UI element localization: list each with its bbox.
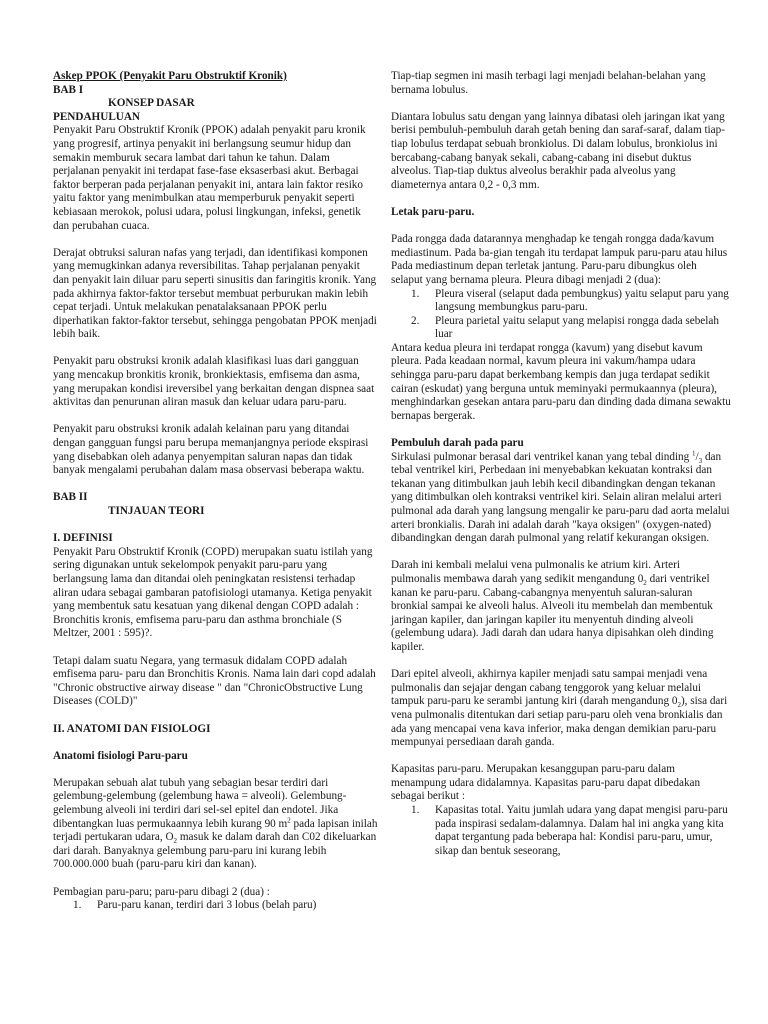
list-item [391, 288, 731, 315]
paragraph: Penyakit paru obstruksi kronik adalah kelainan paru yang ditandai dengan gangguan fungsi paru berupa memanjangnya periode ekspirasi yang disebabkan oleh adanya penyempitan saluran napas dan tidak banyak mengalami perubahan dalam masa observasi beberapa waktu. [53, 423, 369, 477]
superscript: 2 [287, 815, 291, 824]
list-number: 1. [73, 899, 82, 912]
paragraph: Penyakit Paru Obstruktif Kronik (COPD) merupakan suatu istilah yang sering digunakan untuk sekelompok penyakit paru-paru yang berlangsung lama dan ditandai oleh peningkatan resistensi terhadap aliran udara sebagai gambaran patofisiologi utamanya. Ketiga penyakit yang membentuk satu kesatuan yang dikenal dengan COPD adalah : Bronchitis kronis, emfisema paru-paru dan asthma bronchiale (S Meltzer, 2001 : 595)?. [53, 545, 373, 640]
paragraph: Derajat obtruksi saluran nafas yang terjadi, dan identifikasi komponen yang memugkinkan adanya reversibilitas. Tahap perjalanan penyakit dan penyakit lain diluar paru seperti sinusitis dan faringitis kronik. Yang pada akhirnya faktor-faktor tersebut membuat perburukan makin lebih cepat terjadi. Untuk melakukan penatalaksanaan PPOK perlu diperhatikan faktor-faktor tersebut, sehingga pengobatan PPOK menjadi lebih baik. [53, 246, 377, 341]
text-run: dan tebal ventrikel kiri, Perbedaan ini menyebabkan kekuatan kontraksi dan tekanan yang ditimbulkan jauh lebih kecil dibandingkan dengan tekanan yang ditimbulkan oleh kontraksi ventrikel kiri. Selain aliran melalui arteri pulmonal ada darah yang langsung mengalir ke paru-paru dad aorta melalui arteri bronkialis. Darah ini adalah darah "kaya oksigen" (oxygen-nated) dibandingkan dengan darah pulmonal yang relatif kekurangan oksigen. [391, 450, 730, 545]
right-column [391, 70, 731, 858]
left-column [53, 70, 378, 913]
subsection-heading: Letak paru-paru. [391, 205, 475, 218]
subscript: 2 [173, 837, 178, 846]
paragraph [391, 559, 731, 654]
chapter-heading: BAB I [53, 83, 84, 96]
chapter-title: KONSEP DASAR [108, 97, 195, 110]
paragraph: Penyakit paru obstruksi kronik adalah klasifikasi luas dari gangguan yang mencakup bronkitis kronik, bronkiektasis, emfisema dan asma, yang merupakan kondisi ireversibel yang berkaitan dengan dispnea saat aktivitas dan penurunan aliran masuk dan keluar udara paru-paru. [53, 355, 375, 409]
list-item [391, 804, 731, 858]
section-heading: II. ANATOMI DAN FISIOLOGI [53, 722, 211, 735]
paragraph: Sirkulasi pulmonar berasal dari ventrikel kanan yang tebal dinding $^1/_3$ dan tebal ventrikel kiri, Perbedaan ini menyebabkan kekuatan kontraksi dan tekanan yang ditimbulkan jauh lebih kecil dibandingkan dengan tekanan yang ditimbulkan oleh kontraksi ventrikel kiri. Selain aliran melalui arteri pulmonal ada darah yang langsung mengalir ke paru-paru dad aorta melalui arteri bronkialis. Darah ini adalah darah "kaya oksigen" (oxygen-nated) dibandingkan dengan darah pulmonal yang relatif kekurangan oksigen. [391, 448, 730, 545]
text-run: masuk ke dalam darah dan C02 dikeluarkan dari darah. Banyaknya gelembung paru-paru ini kurang lebih 700.000.000 buah (paru-paru kiri dan kanan). [53, 831, 377, 871]
section-heading: I. DEFINISI [53, 532, 113, 545]
subscript: 2 [643, 579, 647, 588]
paragraph: Pada rongga dada datarannya menghadap ke tengah rongga dada/kavum mediastinum. Pada ba-gian tengah itu terdapat lampuk paru-paru atau hilus Pada mediastinum depan terletak jantung. Paru-paru dibungkus oleh selaput yang bernama pleura. Pleura dibagi menjadi 2 (dua): [391, 233, 728, 286]
subsection-heading: Pembuluh darah pada paru [391, 437, 524, 450]
fraction-numerator: 1 [692, 448, 696, 457]
numbered-list [53, 899, 378, 913]
list-text: Pleura parietal yaitu selaput yang melapisi rongga dada sebelah luar [435, 314, 719, 341]
paragraph: Antara kedua pleura ini terdapat rongga (kavum) yang disebut kavum pleura. Pada keadaan normal, kavum pleura ini vakum/hampa udara sehingga paru-paru dapat berkembang kempis dan juga terdapat sedikit cairan (eskudat) yang berguna untuk meminyaki permukaannya (pleura), menghindarkan gesekan antara paru-paru dan dinding dada dimana sewaktu bernapas bergerak. [391, 341, 731, 422]
paragraph: Kapasitas paru-paru. Merupakan kesanggupan paru-paru dalam menampung udara didalamnya. Kapasitas paru-paru dapat dibedakan sebagai berikut : [391, 763, 701, 803]
numbered-list [391, 804, 731, 858]
list-text: Paru-paru kanan, terdiri dari 3 lobus (belah paru) [97, 899, 317, 912]
list-text: Kapasitas total. Yaitu jumlah udara yang dapat mengisi paru-paru pada inspirasi sedalam-dalamnya. Dalam hal ini angka yang kita dapat tergantung pada beberapa hal: Kondisi paru-paru, umur, sikap dan bentuk seseorang, [435, 804, 728, 857]
list-number: 2. [411, 314, 420, 327]
text-run: Merupakan sebuah alat tubuh yang sebagian besar terdiri dari gelembung-gelembung (gelembung hawa = alveoli). Gelembung-gelembung alveoli ini terdiri dari sel-sel epitel dan endotel. Jika dibentangkan luas permukaannya lebih kurang 90 m [53, 776, 347, 830]
text-run: pada lapisan inilah terjadi pertukaran udara, O [53, 817, 378, 844]
chapter-heading: BAB II [53, 491, 88, 504]
paragraph: Pembagian paru-paru; paru-paru dibagi 2 (dua) : [53, 885, 270, 898]
list-number: 1. [411, 804, 420, 817]
paragraph: Tetapi dalam suatu Negara, yang termasuk didalam COPD adalah emfisema paru- paru dan Bronchitis Kronis. Nama lain dari copd adalah "Chronic obstructive airway disease " dan "ChronicObstructive Lung Diseases (COLD)" [53, 654, 376, 708]
list-item [391, 315, 731, 342]
text-run: Dari epitel alveoli, akhirnya kapiler menjadi satu sampai menjadi vena pulmonalis dan sejajar dengan cabang tenggorok yang keluar melalui tampuk paru-paru ke serambi jantung kiri (darah mengandung 0 [391, 668, 708, 708]
section-heading: PENDAHULUAN [53, 110, 141, 123]
paragraph: Penyakit Paru Obstruktif Kronik (PPOK) adalah penyakit paru kronik yang progresif, artinya penyakit ini berlangsung seumur hidup dan semakin memburuk secara lambat dari tahun ke tahun. Dalam perjalanan penyakit ini terdapat fase-fase eksaserbasi akut. Berbagai faktor berperan pada perjalanan penyakit ini, antara lain faktor resiko yaitu faktor yang menimbulkan atau memperburuk penyakit seperti kebiasaan merokok, polusi udara, polusi lingkungan, infeksi, genetik dan perubahan cuaca. [53, 124, 366, 232]
text-run: Sirkulasi pulmonar berasal dari ventrikel kanan yang tebal dinding [391, 450, 693, 463]
paragraph: Diantara lobulus satu dengan yang lainnya dibatasi oleh jaringan ikat yang berisi pembuluh-pembuluh darah getah bening dan saraf-saraf, dalam tiap-tiap lobulus terdapat sebuah bronkiolus. Di dalam lobulus, bronkiolus ini bercabang-cabang banyak sekali, cabang-cabang ini disebut duktus alveolus. Tiap-tiap duktus alveolus berakhir pada alveolus yang diameternya antara 0,2 - 0,3 mm. [391, 110, 725, 191]
document-title: Askep PPOK (Penyakit Paru Obstruktif Kronik) [53, 70, 287, 82]
subscript: 2 [677, 701, 681, 710]
paragraph: Tiap-tiap segmen ini masih terbagi lagi menjadi belahan-belahan yang bernama lobulus. [391, 70, 706, 96]
list-number: 1. [411, 287, 420, 300]
text-run: dari ventrikel kanan ke paru-paru. Cabang-cabangnya menyentuh saluran-saluran bronkial sampai ke alveoli halus. Alveoli itu membelah dan membentuk jaringan kapiler, dan jaringan kapiler itu menyentuh dinding alveoli (gelembung udara). Jadi darah dan udara hanya dipisahkan oleh dinding kapiler. [391, 572, 714, 653]
text-run: Darah ini kembali melalui vena pulmonalis ke atrium kiri. Arteri pulmonalis membawa darah yang sedikit mengandung 0 [391, 559, 680, 585]
fraction-denominator: 3 [698, 456, 703, 465]
numbered-list [391, 288, 731, 342]
list-item [53, 899, 378, 913]
paragraph [391, 668, 731, 750]
subsection-heading: Anatomi fisiologi Paru-paru [53, 749, 188, 762]
text-run: ), sisa dari vena pulmonalis ditentukan dari setiap paru-paru oleh vena bronkialis dan ada yang mencapai vena kava inferior, maka dengan demikian paru-paru mempunyai persediaan darah ganda. [391, 695, 728, 749]
paragraph [53, 777, 378, 872]
chapter-title: TINJAUAN TEORI [108, 505, 205, 517]
list-text: Pleura viseral (selaput dada pembungkus) yaitu selaput paru yang langsung membungkus paru-paru. [435, 287, 729, 314]
